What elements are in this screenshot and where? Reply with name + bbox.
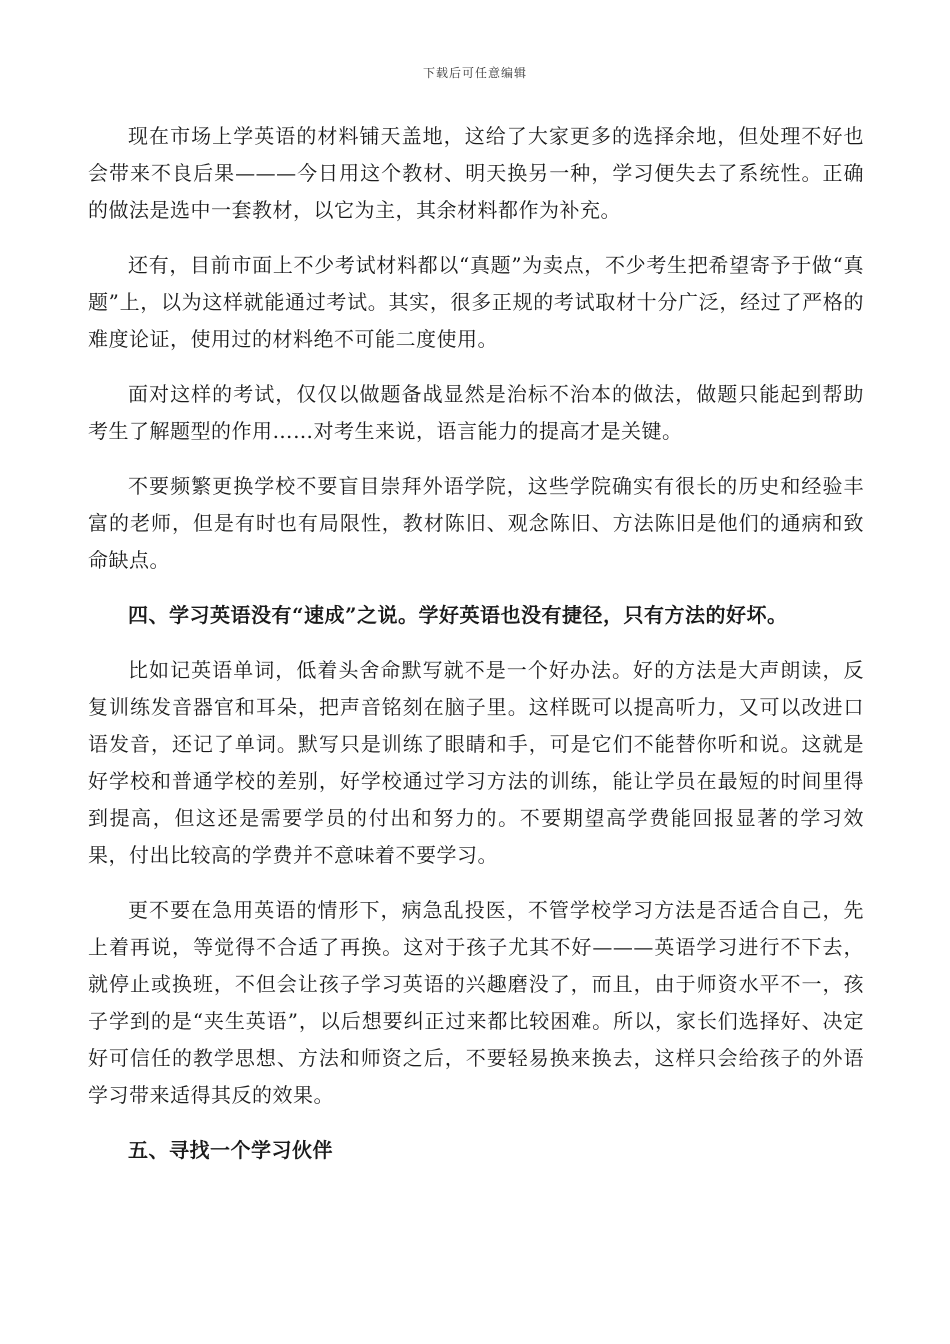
section-heading: 四、学习英语没有“速成”之说。学好英语也没有捷径，只有方法的好坏。	[128, 603, 788, 627]
document-body	[88, 118, 864, 1187]
section-heading: 五、寻找一个学习伙伴	[128, 1138, 333, 1162]
paragraph: 还有，目前市面上不少考试材料都以“真题”为卖点，不少考生把希望寄予于做“真题”上，以为这样就能通过考试。其实，很多正规的考试取材十分广泛，经过了严格的难度论证，使用过的材料绝不可能二度使用。	[88, 253, 864, 351]
paragraph: 比如记英语单词，低着头舍命默写就不是一个好办法。好的方法是大声朗读，反复训练发音器官和耳朵，把声音铭刻在脑子里。这样既可以提高听力，又可以改进口语发音，还记了单词。默写只是训练了眼睛和手，可是它们不能替你听和说。这就是好学校和普通学校的差别，好学校通过学习方法的训练，能让学员在最短的时间里得到提高，但这还是需要学员的付出和努力的。不要期望高学费能回报显著的学习效果，付出比较高的学费并不意味着不要学习。	[88, 658, 864, 867]
page-header-note: 下载后可任意编辑	[422, 66, 527, 80]
paragraph: 现在市场上学英语的材料铺天盖地，这给了大家更多的选择余地，但处理不好也会带来不良后果———今日用这个教材、明天换另一种，学习便失去了系统性。正确的做法是选中一套教材，以它为主，其余材料都作为补充。	[88, 124, 864, 222]
paragraph: 更不要在急用英语的情形下，病急乱投医，不管学校学习方法是否适合自己，先上着再说，等觉得不合适了再换。这对于孩子尤其不好———英语学习进行不下去，就停止或换班，不但会让孩子学习英语的兴趣磨没了，而且，由于师资水平不一，孩子学到的是“夹生英语”，以后想要纠正过来都比较困难。所以，家长们选择好、决定好可信任的教学思想、方法和师资之后，不要轻易换来换去，这样只会给孩子的外语学习带来适得其反的效果。	[88, 898, 864, 1107]
paragraph: 不要频繁更换学校不要盲目崇拜外语学院，这些学院确实有很长的历史和经验丰富的老师，但是有时也有局限性，教材陈旧、观念陈旧、方法陈旧是他们的通病和致命缺点。	[88, 474, 864, 572]
paragraph: 面对这样的考试，仅仅以做题备战显然是治标不治本的做法，做题只能起到帮助考生了解题型的作用……对考生来说，语言能力的提高才是关键。	[88, 382, 864, 443]
